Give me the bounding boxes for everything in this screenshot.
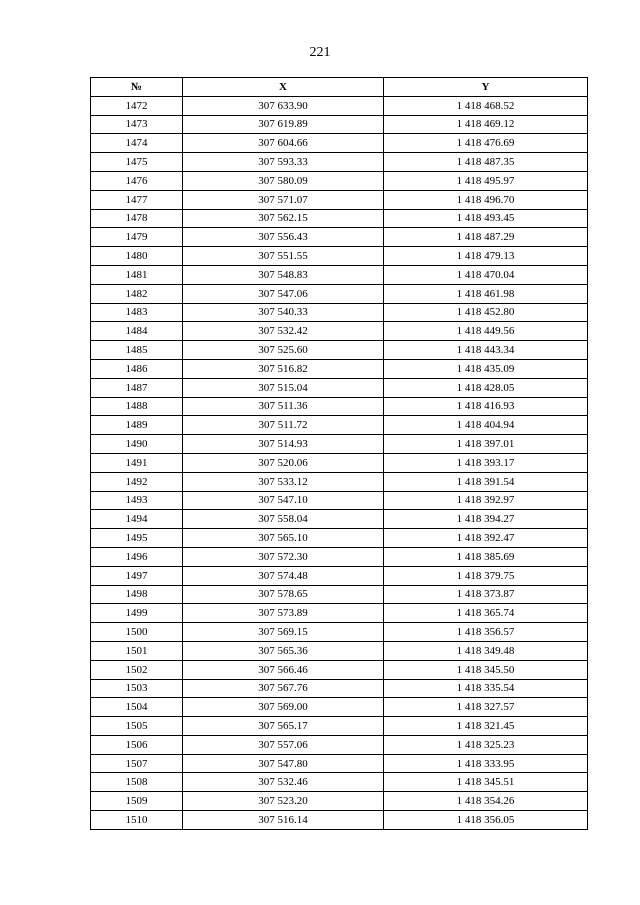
cell-y: 1 418 327.57 [384,698,588,717]
cell-number: 1500 [91,623,183,642]
table-row [91,134,588,153]
table-row [91,566,588,585]
table-row [91,754,588,773]
cell-x: 307 567.76 [183,679,384,698]
table-row [91,604,588,623]
page-number: 221 [309,45,331,60]
table-row [91,378,588,397]
cell-y: 1 418 385.69 [384,547,588,566]
column-header-y: Y [384,78,588,97]
cell-x: 307 565.36 [183,641,384,660]
table-row [91,585,588,604]
cell-x: 307 547.06 [183,284,384,303]
cell-y: 1 418 479.13 [384,247,588,266]
cell-number: 1489 [91,416,183,435]
cell-number: 1487 [91,378,183,397]
cell-x: 307 569.00 [183,698,384,717]
cell-number: 1508 [91,773,183,792]
table-row [91,735,588,754]
cell-number: 1490 [91,435,183,454]
cell-y: 1 418 461.98 [384,284,588,303]
cell-x: 307 572.30 [183,547,384,566]
table-row [91,660,588,679]
cell-y: 1 418 487.29 [384,228,588,247]
table-row [91,303,588,322]
cell-x: 307 511.36 [183,397,384,416]
cell-x: 307 562.15 [183,209,384,228]
cell-y: 1 418 443.34 [384,341,588,360]
cell-x: 307 574.48 [183,566,384,585]
cell-y: 1 418 428.05 [384,378,588,397]
cell-y: 1 418 469.12 [384,115,588,134]
cell-number: 1473 [91,115,183,134]
table-row [91,491,588,510]
cell-y: 1 418 356.05 [384,811,588,830]
table-row [91,171,588,190]
column-header-number: № [91,78,183,97]
cell-number: 1497 [91,566,183,585]
cell-y: 1 418 365.74 [384,604,588,623]
table-row [91,717,588,736]
cell-y: 1 418 335.54 [384,679,588,698]
table-row [91,453,588,472]
column-header-x: X [183,78,384,97]
cell-y: 1 418 373.87 [384,585,588,604]
cell-y: 1 418 345.50 [384,660,588,679]
cell-y: 1 418 392.47 [384,529,588,548]
table-row [91,190,588,209]
cell-y: 1 418 435.09 [384,359,588,378]
cell-number: 1501 [91,641,183,660]
table-row [91,247,588,266]
cell-y: 1 418 470.04 [384,265,588,284]
cell-y: 1 418 468.52 [384,96,588,115]
table-row [91,698,588,717]
cell-x: 307 578.65 [183,585,384,604]
cell-number: 1478 [91,209,183,228]
cell-number: 1504 [91,698,183,717]
cell-x: 307 569.15 [183,623,384,642]
table-row [91,115,588,134]
cell-x: 307 516.82 [183,359,384,378]
cell-y: 1 418 487.35 [384,153,588,172]
cell-y: 1 418 393.17 [384,453,588,472]
cell-number: 1493 [91,491,183,510]
cell-x: 307 571.07 [183,190,384,209]
cell-y: 1 418 416.93 [384,397,588,416]
table-row [91,397,588,416]
cell-y: 1 418 476.69 [384,134,588,153]
cell-number: 1502 [91,660,183,679]
cell-x: 307 516.14 [183,811,384,830]
cell-number: 1472 [91,96,183,115]
cell-x: 307 604.66 [183,134,384,153]
cell-y: 1 418 349.48 [384,641,588,660]
cell-number: 1510 [91,811,183,830]
table-row [91,265,588,284]
cell-y: 1 418 495.97 [384,171,588,190]
cell-y: 1 418 452.80 [384,303,588,322]
table-row [91,623,588,642]
cell-x: 307 558.04 [183,510,384,529]
cell-number: 1491 [91,453,183,472]
table-row [91,529,588,548]
cell-x: 307 533.12 [183,472,384,491]
cell-x: 307 540.33 [183,303,384,322]
cell-number: 1506 [91,735,183,754]
cell-y: 1 418 392.97 [384,491,588,510]
cell-x: 307 565.17 [183,717,384,736]
cell-y: 1 418 321.45 [384,717,588,736]
cell-x: 307 520.06 [183,453,384,472]
cell-number: 1498 [91,585,183,604]
cell-x: 307 532.42 [183,322,384,341]
cell-number: 1507 [91,754,183,773]
table-row [91,641,588,660]
cell-number: 1474 [91,134,183,153]
cell-x: 307 532.46 [183,773,384,792]
table-row [91,792,588,811]
cell-number: 1499 [91,604,183,623]
cell-x: 307 566.46 [183,660,384,679]
cell-y: 1 418 394.27 [384,510,588,529]
cell-x: 307 548.83 [183,265,384,284]
cell-x: 307 593.33 [183,153,384,172]
cell-x: 307 565.10 [183,529,384,548]
cell-number: 1509 [91,792,183,811]
cell-y: 1 418 493.45 [384,209,588,228]
cell-number: 1494 [91,510,183,529]
cell-number: 1483 [91,303,183,322]
table-row [91,322,588,341]
table-row [91,153,588,172]
table-row [91,359,588,378]
cell-y: 1 418 391.54 [384,472,588,491]
cell-y: 1 418 345.51 [384,773,588,792]
cell-number: 1480 [91,247,183,266]
cell-y: 1 418 404.94 [384,416,588,435]
table-row [91,773,588,792]
cell-x: 307 547.10 [183,491,384,510]
cell-x: 307 514.93 [183,435,384,454]
cell-y: 1 418 449.56 [384,322,588,341]
table-row [91,341,588,360]
cell-number: 1482 [91,284,183,303]
cell-number: 1488 [91,397,183,416]
cell-y: 1 418 356.57 [384,623,588,642]
cell-y: 1 418 496.70 [384,190,588,209]
cell-y: 1 418 354.26 [384,792,588,811]
table-header-row [91,78,588,97]
table-row [91,510,588,529]
table-row [91,284,588,303]
table-row [91,209,588,228]
cell-x: 307 523.20 [183,792,384,811]
cell-x: 307 633.90 [183,96,384,115]
cell-number: 1503 [91,679,183,698]
table-row [91,435,588,454]
cell-x: 307 551.55 [183,247,384,266]
table-row [91,472,588,491]
cell-y: 1 418 397.01 [384,435,588,454]
cell-number: 1485 [91,341,183,360]
cell-y: 1 418 379.75 [384,566,588,585]
cell-y: 1 418 333.95 [384,754,588,773]
cell-x: 307 580.09 [183,171,384,190]
cell-number: 1505 [91,717,183,736]
cell-number: 1496 [91,547,183,566]
cell-x: 307 619.89 [183,115,384,134]
cell-y: 1 418 325.23 [384,735,588,754]
cell-x: 307 547.80 [183,754,384,773]
cell-x: 307 573.89 [183,604,384,623]
table-row [91,811,588,830]
table-row [91,96,588,115]
cell-x: 307 511.72 [183,416,384,435]
cell-x: 307 557.06 [183,735,384,754]
coordinates-table [90,77,588,830]
table-row [91,547,588,566]
table-body [91,96,588,829]
cell-number: 1486 [91,359,183,378]
cell-number: 1484 [91,322,183,341]
cell-x: 307 525.60 [183,341,384,360]
cell-number: 1479 [91,228,183,247]
cell-number: 1476 [91,171,183,190]
cell-number: 1495 [91,529,183,548]
cell-x: 307 515.04 [183,378,384,397]
cell-number: 1492 [91,472,183,491]
table-row [91,416,588,435]
table-row [91,228,588,247]
cell-number: 1475 [91,153,183,172]
cell-x: 307 556.43 [183,228,384,247]
cell-number: 1477 [91,190,183,209]
cell-number: 1481 [91,265,183,284]
table-row [91,679,588,698]
